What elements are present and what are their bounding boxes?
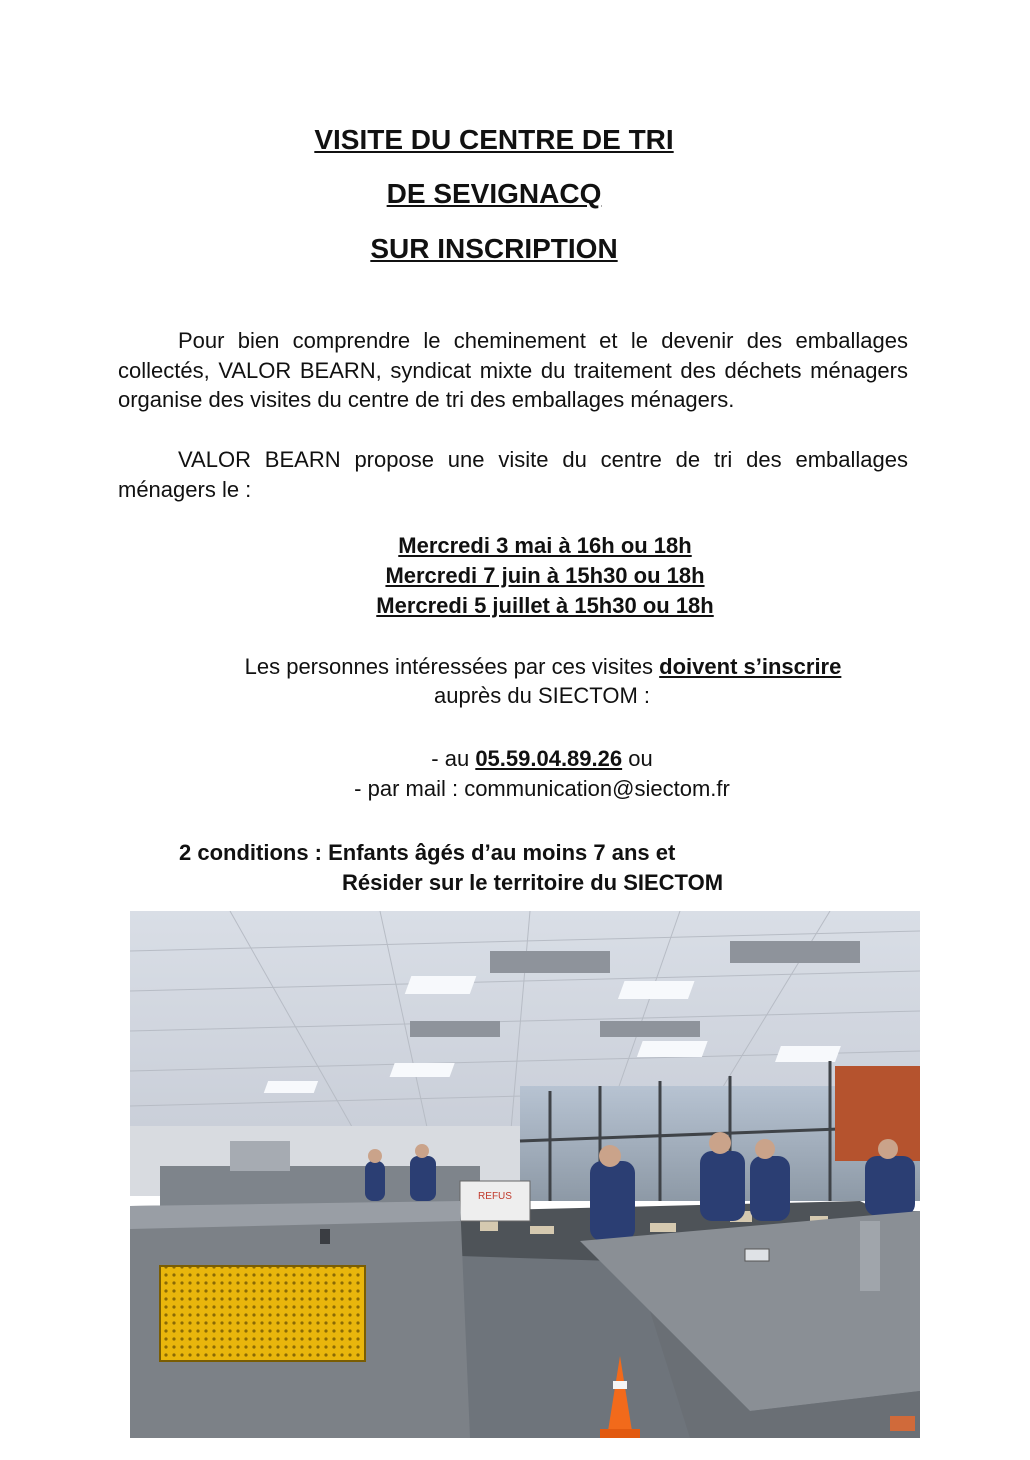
title-line-1: VISITE DU CENTRE DE TRI: [314, 124, 674, 155]
registration-emphasis: doivent s’inscrire: [659, 654, 842, 679]
registration-line: [28, 652, 1030, 682]
phone-number[interactable]: 05.59.04.89.26: [475, 746, 623, 771]
mail-line: - par mail : communication@siectom.fr: [354, 776, 730, 801]
date-item: Mercredi 7 juin à 15h30 ou 18h: [385, 563, 705, 588]
title-line-3: SUR INSCRIPTION: [370, 233, 618, 264]
registration-line-2: auprès du SIECTOM :: [433, 683, 650, 708]
registration-prefix: Les personnes intéressées par ces visites: [244, 654, 660, 679]
conditions-line-1: 2 conditions : Enfants âgés d’au moins 7 ans et: [179, 840, 676, 865]
proposal-paragraph: VALOR BEARN propose une visite du centre de tri des emballages ménagers le :: [118, 447, 908, 502]
refus-sign: REFUS: [478, 1191, 512, 1202]
intro-paragraph: Pour bien comprendre le cheminement et le devenir des emballages collectés, VALOR BEARN, syndicat mixte du traitement des déchets ménagers organise des visites du centre de tri des emballages ménagers.: [118, 328, 908, 412]
date-item: Mercredi 5 juillet à 15h30 ou 18h: [376, 593, 714, 618]
date-item: Mercredi 3 mai à 16h ou 18h: [398, 533, 692, 558]
title-line-2: DE SEVIGNACQ: [386, 178, 602, 209]
phone-suffix: ou: [622, 746, 653, 771]
conditions-line-2: Résider sur le territoire du SIECTOM: [342, 870, 724, 895]
sorting-center-photo: [130, 911, 920, 1438]
phone-line: [27, 744, 1030, 774]
phone-prefix: - au: [431, 746, 476, 771]
